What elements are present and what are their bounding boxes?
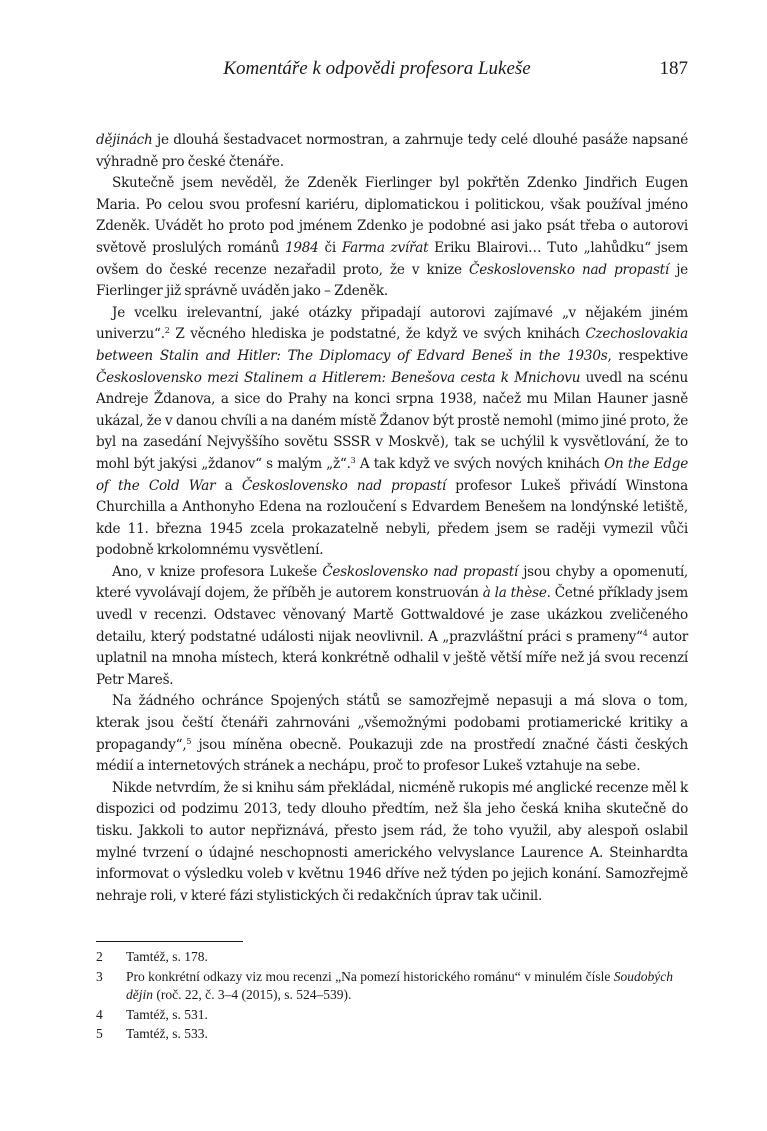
footnote-text <box>126 1006 688 1025</box>
text-run: Tamtéž, s. 178. <box>126 949 208 964</box>
page-number: 187 <box>659 58 688 79</box>
text-run: Ano, v knize profesora Lukeše <box>112 563 323 580</box>
italic-text: Czechoslovakia between Stalin and Hitler: The Diplomacy of Edvard Beneš in the 1930s <box>96 326 688 364</box>
footnote <box>96 968 688 1005</box>
body-text <box>96 130 688 907</box>
footnote-text <box>126 1025 688 1044</box>
footnote-text <box>126 948 688 967</box>
text-run: (roč. 22, č. 3–4 (2015), s. 524–539). <box>153 987 352 1002</box>
italic-text: Farma zvířat <box>341 239 429 256</box>
footnote-text <box>126 968 688 1005</box>
text-run: jsou chyby a opomenutí, které vyvolávají dojem, že příběh je autorem konstruován <box>96 563 688 602</box>
paragraph <box>96 173 688 303</box>
text-run: uvedl na scénu Andreje Ždanova, a sice do Prahy na konci srpna 1938, načež mu Milan Hauner jasně ukázal, že v danou chvíli a na daném místě Ždanov být prostě nemohl (mimo jiné proto, že byl na zasedání Nejvyššího sovětu SSSR v Moskvě), tak se uchýlil k vysvětlování, že to mohl být jakýsi „ždanov“ s malým „ž“. <box>96 369 688 472</box>
footnote <box>96 1025 688 1044</box>
running-title: Komentáře k odpovědi profesora Lukeše <box>223 58 531 79</box>
italic-text: 1984 <box>284 239 319 256</box>
text-run: Na žádného ochránce Spojených států se samozřejmě nepasuji a má slova o tom, kterak jsou čeští čtenáři zahrnováni „všemožnými podobami protiamerické kritiky a propagandy“, <box>96 693 688 753</box>
footnote-ref: 5 <box>186 736 192 746</box>
italic-text: Československo mezi Stalinem a Hitlerem: Benešova cesta k Mnichovu <box>96 369 581 386</box>
text-run: Eriku Blairovi… Tuto „lahůdku“ jsem ovšem do české recenze nezařadil proto, že v knize <box>96 239 689 278</box>
text-run: a <box>215 477 242 494</box>
text-run: profesor Lukeš přivádí Winstona Churchilla a Anthonyho Edena na rozloučení s Edvardem Benešem na londýnské letiště, kde 11. března 1945 zcela prokazatelně nebyli, předem jsem se raději vymezil vůči podobně krkolomnému vysvětlení. <box>96 477 688 559</box>
text-run: Pro konkrétní odkazy viz mou recenzi „Na pomezí historického románu“ v minulém čísle <box>126 968 614 984</box>
footnote-number: 3 <box>96 968 103 984</box>
footnote <box>96 1006 688 1025</box>
footnote <box>96 948 688 967</box>
text-run: A tak když ve svých nových knihách <box>355 455 605 472</box>
italic-text: dějinách <box>96 132 153 148</box>
footnote-number: 4 <box>96 1006 103 1022</box>
text-run: Tamtéž, s. 533. <box>126 1026 208 1041</box>
italic-text: On the Edge of the Cold War <box>96 455 688 494</box>
text-run: autor uplatnil na mnoha místech, která konkrétně odhalil v ještě větší míře než já svou recenzí Petr Mareš. <box>96 628 689 688</box>
italic-text: à la thèse <box>482 585 547 602</box>
footnote-ref: 2 <box>164 326 170 336</box>
text-run: Tamtéž, s. 531. <box>126 1006 208 1022</box>
italic-text: Československo nad propastí <box>322 563 519 580</box>
page-header <box>96 58 688 86</box>
paragraph <box>96 562 688 692</box>
text-run: Nikde netvrdím, že si knihu sám překládal, nicméně rukopis mé anglické recenze měl k dispozici od podzimu 2013, tedy dlouho předtím, než šla jeho česká kniha skutečně do tisku. Jakkoli to autor nepřiznává, přesto jsem rád, že toho využil, aby alespoň oslabil mylné tvrzení o údajné neschopnosti amerického velvyslance Laurence A. Steinhardta informovat o výsledku voleb v květnu 1946 dříve než týden po jejich konání. Samozřejmě nehraje roli, v které fázi stylistických či redakčních úprav tak učinil. <box>96 779 688 904</box>
paragraph <box>96 778 688 908</box>
paragraph <box>96 303 688 562</box>
footnote-number: 2 <box>96 949 103 964</box>
text-run: je Fierlinger již správně uváděn jako – Zdeněk. <box>96 261 688 300</box>
footnote-separator <box>96 941 243 942</box>
italic-text: Československo nad propastí <box>469 261 669 278</box>
text-run: Skutečně jsem nevěděl, že Zdeněk Fierlinger byl pokřtěn Zdenko Jindřich Eugen Maria. Po celou svou profesní kariéru, diplomatickou i politickou, však používal jméno Zdeněk. Uvádět ho proto pod jménem Zdenko je podobné asi jako psát třeba o autorovi světově proslulých románů <box>96 175 688 256</box>
text-run: či <box>318 239 342 256</box>
italic-text: Soudobých dějin <box>126 968 673 1002</box>
footnote-ref: 4 <box>642 628 648 638</box>
footnotes <box>96 948 688 1045</box>
text-run: Je vcelku irelevantní, jaké otázky připadají autorovi zajímavé „v nějakém jiném univerzu“. <box>96 304 688 343</box>
footnote-number: 5 <box>96 1026 103 1041</box>
footnote-ref: 3 <box>350 455 356 465</box>
paragraph <box>96 691 688 777</box>
italic-text: Československo nad propastí <box>241 477 446 494</box>
paragraph <box>96 130 688 173</box>
text-run: je dlouhá šestadvacet normostran, a zahrnuje tedy celé dlouhé pasáže napsané výhradně pro české čtenáře. <box>96 132 688 170</box>
text-run: jsou míněna obecně. Poukazuji zde na prostředí značné části českých médií a internetových stránek a nechápu, proč to profesor Lukeš vztahuje na sebe. <box>96 736 688 775</box>
text-run: . Četné příklady jsem uvedl v recenzi. Odstavec věnovaný Martě Gottwaldové je zase ukázkou zveličeného detailu, který podstatné události nijak neovlivnil. A „prazvláštní práci s prameny“ <box>96 585 688 645</box>
text-run: Z věcného hlediska je podstatné, že když ve svých knihách <box>169 326 586 343</box>
text-run: , respektive <box>607 347 688 364</box>
